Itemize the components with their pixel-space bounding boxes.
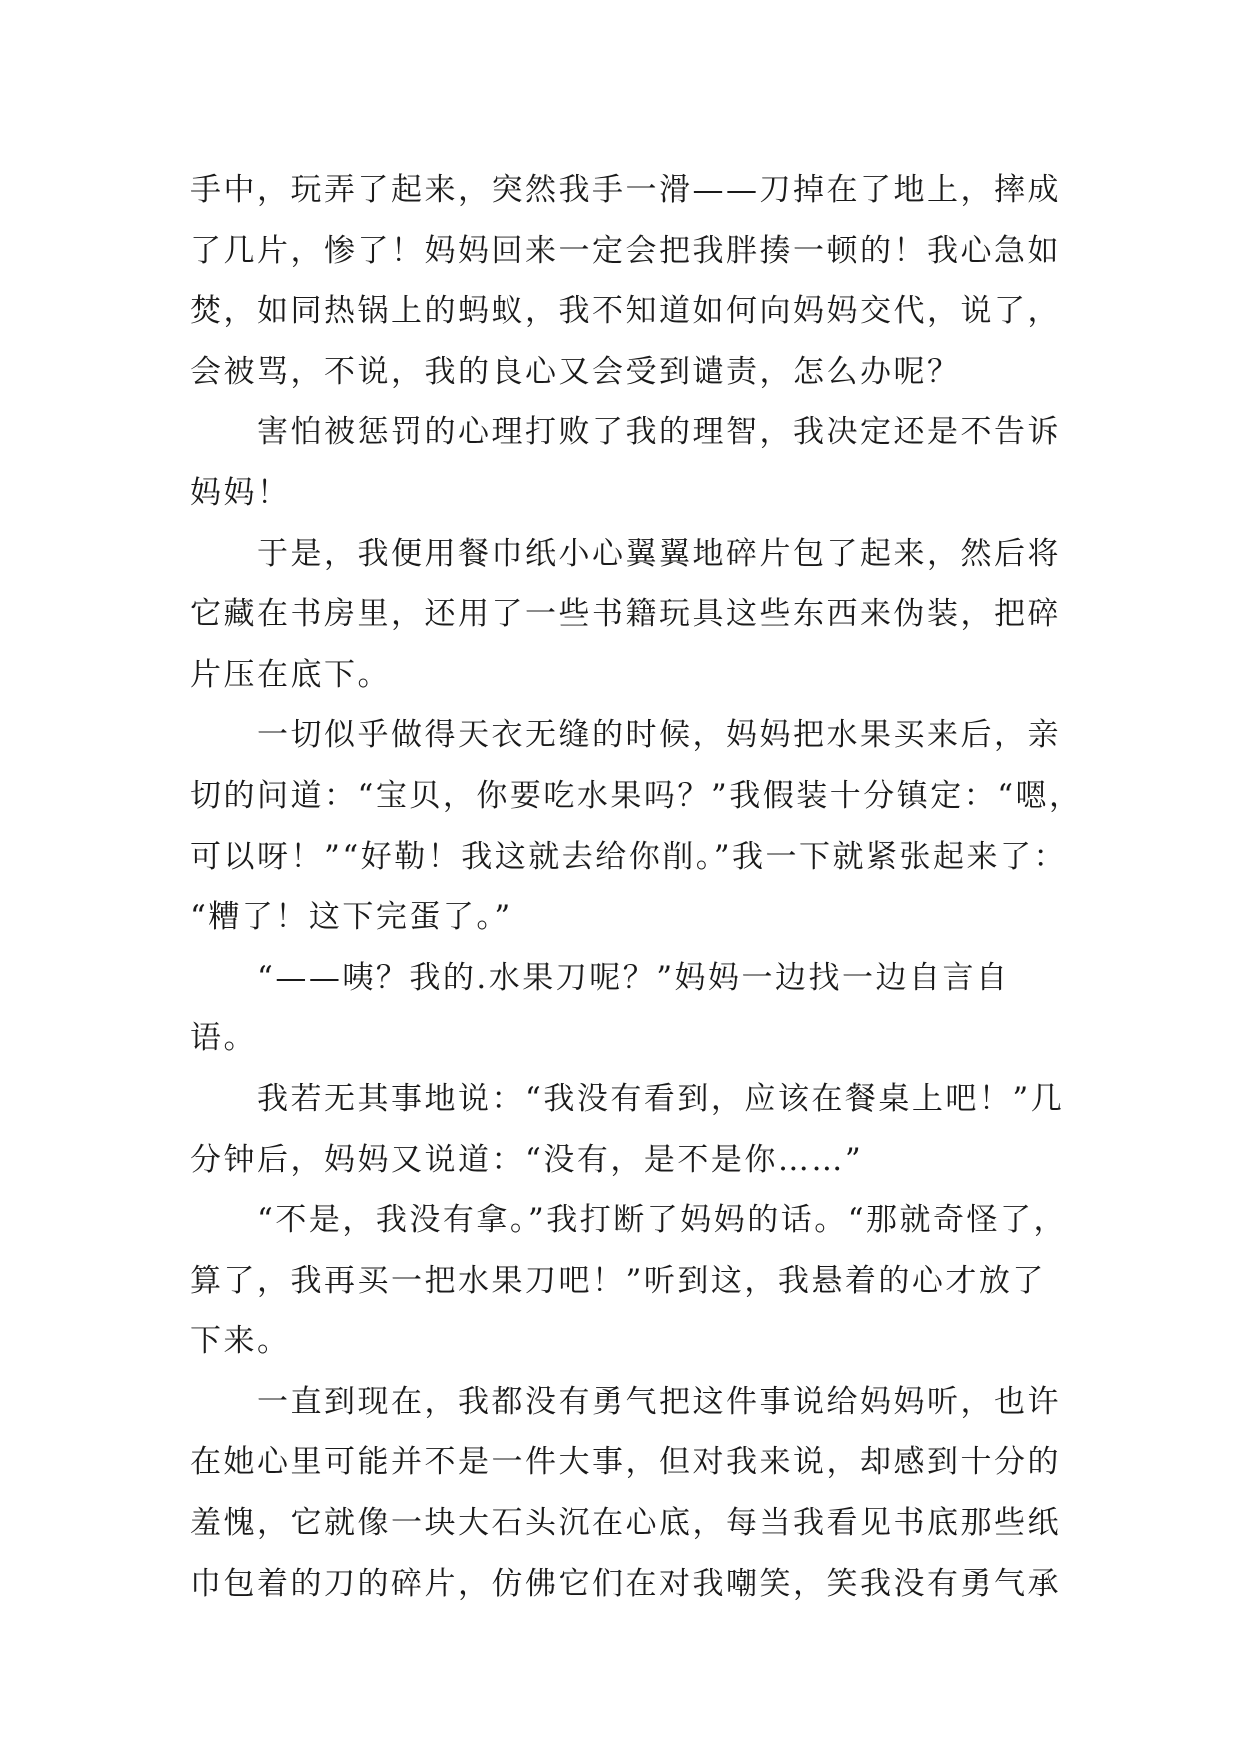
text-line: 了几片，惨了！妈妈回来一定会把我胖揍一顿的！我心急如 <box>190 232 1061 269</box>
text-line: 我若无其事地说：“我没有看到，应该在餐桌上吧！”几 <box>190 1080 1065 1117</box>
text-line: “不是，我没有拿。”我打断了妈妈的话。“那就奇怪了， <box>190 1202 1068 1239</box>
text-line: 语。 <box>190 1020 257 1057</box>
text-line: “糟了！这下完蛋了。” <box>190 899 513 936</box>
text-line: 片压在底下。 <box>190 656 391 693</box>
text-line: 一切似乎做得天衣无缝的时候，妈妈把水果买来后，亲 <box>190 717 1061 754</box>
text-line: 会被骂，不说，我的良心又会受到谴责，怎么办呢？ <box>190 353 961 390</box>
text-line: 下来。 <box>190 1323 291 1360</box>
text-line: 焚，如同热锅上的蚂蚁，我不知道如何向妈妈交代，说了， <box>190 293 1061 330</box>
text-line: 一直到现在，我都没有勇气把这件事说给妈妈听，也许 <box>190 1383 1061 1420</box>
text-line: 算了，我再买一把水果刀吧！”听到这，我悬着的心才放了 <box>190 1262 1046 1299</box>
text-line: 于是，我便用餐巾纸小心翼翼地碎片包了起来，然后将 <box>190 535 1061 572</box>
text-line: 在她心里可能并不是一件大事，但对我来说，却感到十分的 <box>190 1444 1061 1481</box>
text-line: 巾包着的刀的碎片，仿佛它们在对我嘲笑，笑我没有勇气承 <box>190 1565 1061 1602</box>
text-line: “——咦？我的.水果刀呢？”妈妈一边找一边自言自 <box>190 959 1010 996</box>
essay-body <box>190 160 1083 1614</box>
text-line: 手中，玩弄了起来，突然我手一滑——刀掉在了地上，摔成 <box>190 172 1061 208</box>
text-line: 它藏在书房里，还用了一些书籍玩具这些东西来伪装，把碎 <box>190 596 1061 633</box>
text-line: 分钟后，妈妈又说道：“没有，是不是你……” <box>190 1141 864 1178</box>
text-line: 妈妈！ <box>190 474 291 511</box>
text-line: 害怕被惩罚的心理打败了我的理智，我决定还是不告诉 <box>190 414 1061 451</box>
text-line: 羞愧，它就像一块大石头沉在心底，每当我看见书底那些纸 <box>190 1505 1061 1542</box>
text-line: 可以呀！”“好勒！我这就去给你削。”我一下就紧张起来了： <box>190 838 1068 875</box>
text-line: 切的问道：“宝贝，你要吃水果吗？”我假装十分镇定：“嗯， <box>190 777 1083 814</box>
